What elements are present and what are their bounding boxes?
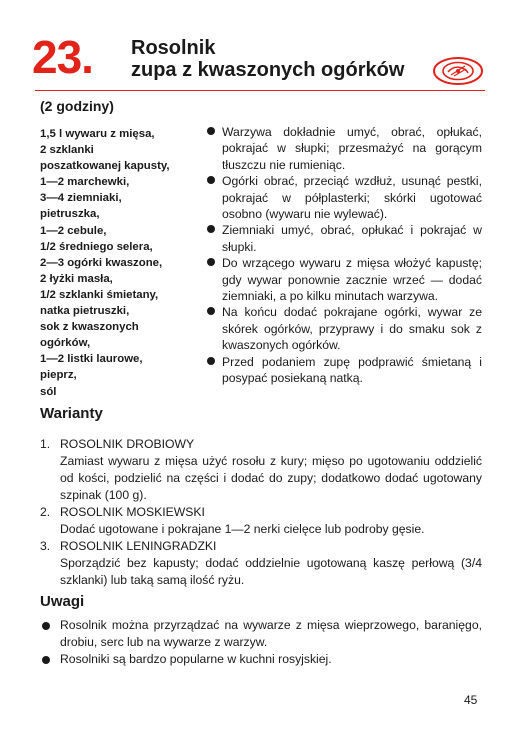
variant-title bbox=[40, 504, 482, 521]
variant-item bbox=[40, 504, 482, 538]
bullet-icon bbox=[207, 225, 215, 233]
ingredient-item: sok z kwaszonych bbox=[40, 321, 139, 334]
variant-number: 3. bbox=[40, 539, 51, 553]
ingredient-item: ogórków, bbox=[40, 337, 91, 350]
recipe-number: 23. bbox=[32, 31, 93, 83]
variant-item bbox=[40, 538, 482, 589]
variant-title bbox=[40, 538, 482, 555]
bullet-icon bbox=[207, 357, 215, 365]
preparation-steps bbox=[206, 124, 482, 387]
ingredient-item: 3—4 ziemniaki, bbox=[40, 192, 122, 205]
ingredient-item: 1—2 listki laurowe, bbox=[40, 353, 143, 366]
variant-description: Dodać ugotowane i pokrajane 1—2 nerki cielęce lub podroby gęsie. bbox=[60, 522, 425, 536]
variant-item bbox=[40, 436, 482, 504]
bullet-icon bbox=[42, 622, 50, 630]
note-item bbox=[40, 617, 482, 651]
ingredient-item: 2 szklanki bbox=[40, 144, 94, 157]
variants-list bbox=[40, 436, 482, 589]
ingredient-item: 1/2 średniego selera, bbox=[40, 240, 153, 253]
ingredient-item: 1—2 cebule, bbox=[40, 224, 107, 237]
step-text: Na końcu dodać pokrajane ogórki, wywar ze skórek ogórków, przyprawy i do smaku sok z kwaszonych ogórków. bbox=[222, 305, 482, 353]
ingredient-item: pieprz, bbox=[40, 369, 77, 382]
notes-heading: Uwagi bbox=[40, 593, 85, 610]
note-item bbox=[40, 651, 482, 668]
variant-number: 1. bbox=[40, 437, 51, 451]
recipe-title-line1: Rosolnik bbox=[131, 37, 216, 59]
header-divider bbox=[35, 90, 485, 91]
ingredient-item: 1,5 l wywaru z mięsa, bbox=[40, 128, 155, 140]
step-item bbox=[206, 255, 482, 304]
variant-description: Sporządzić bez kapusty; dodać oddzielnie ugotowaną kaszę perłową (3/4 szklanki) lub taką samą ilość ryżu. bbox=[60, 556, 482, 587]
bullet-icon bbox=[207, 127, 215, 135]
ingredient-item: sól bbox=[40, 385, 57, 398]
recipe-title-line2: zupa z kwaszonych ogórków bbox=[131, 59, 405, 81]
step-text: Ogórki obrać, przeciąć wzdłuż, usunąć pestki, pokrajać w półplasterki; skórki ugotować osobno (wywaru nie wylewać). bbox=[222, 174, 482, 222]
note-text: Rosolnik można przyrządzać na wywarze z mięsa wieprzowego, baranięgo, drobiu, serc lub na wywarze z warzyw. bbox=[60, 618, 482, 649]
ingredient-item: natka pietruszki, bbox=[40, 305, 130, 318]
bullet-icon bbox=[207, 307, 215, 315]
ingredients-list bbox=[40, 126, 210, 400]
bullet-icon bbox=[207, 176, 215, 184]
variant-number: 2. bbox=[40, 505, 51, 519]
ingredient-item: poszatkowanej kapusty, bbox=[40, 160, 170, 173]
step-item bbox=[206, 124, 482, 173]
ingredient-item: pietruszka, bbox=[40, 208, 100, 221]
variant-name: ROSOLNIK DROBIOWY bbox=[60, 437, 195, 451]
step-text: Do wrzącego wywaru z mięsa włożyć kapustę; gdy wywar ponownie zacznie wrzeć — dodać ziemniaki, a po kilku minutach warzywa. bbox=[222, 256, 482, 304]
preparation-time: (2 godziny) bbox=[40, 98, 114, 114]
note-text: Rosolniki są bardzo popularne w kuchni rosyjskiej. bbox=[60, 652, 332, 666]
variants-heading: Warianty bbox=[40, 405, 103, 422]
ingredient-item: 2 łyżki masła, bbox=[40, 272, 113, 285]
ingredient-item: 2—3 ogórki kwaszone, bbox=[40, 256, 163, 269]
notes-list bbox=[40, 617, 482, 668]
variant-description: Zamiast wywaru z mięsa użyć rosołu z kury; mięso po ugotowaniu oddzielić od kości, podzielić na części i dodać do zupy; dodatkowo dodać ugotowany szpinak (100 g). bbox=[60, 454, 482, 502]
page-number: 45 bbox=[464, 693, 478, 707]
ingredient-item: 1—2 marchewki, bbox=[40, 176, 130, 189]
variant-name: ROSOLNIK MOSKIEWSKI bbox=[60, 505, 205, 519]
step-text: Przed podaniem zupę podprawić śmietaną i posypać posiekaną natką. bbox=[222, 354, 482, 386]
bullet-icon bbox=[42, 656, 50, 664]
step-item bbox=[206, 304, 482, 353]
ingredient-item: 1/2 szklanki śmietany, bbox=[40, 288, 159, 301]
step-text: Warzywa dokładnie umyć, obrać, opłukać, pokrajać w słupki; przesmażyć na gorącym tłuszczu nie rumieniąc. bbox=[222, 125, 482, 172]
soup-dish-icon bbox=[432, 56, 484, 86]
variant-name: ROSOLNIK LENINGRADZKI bbox=[60, 539, 217, 553]
bullet-icon bbox=[207, 258, 215, 266]
step-text: Ziemniaki umyć, obrać, opłukać i pokrajać w słupki. bbox=[222, 223, 482, 254]
variant-title bbox=[40, 436, 482, 453]
step-item bbox=[206, 173, 482, 222]
step-item bbox=[206, 222, 482, 255]
step-item bbox=[206, 354, 482, 387]
